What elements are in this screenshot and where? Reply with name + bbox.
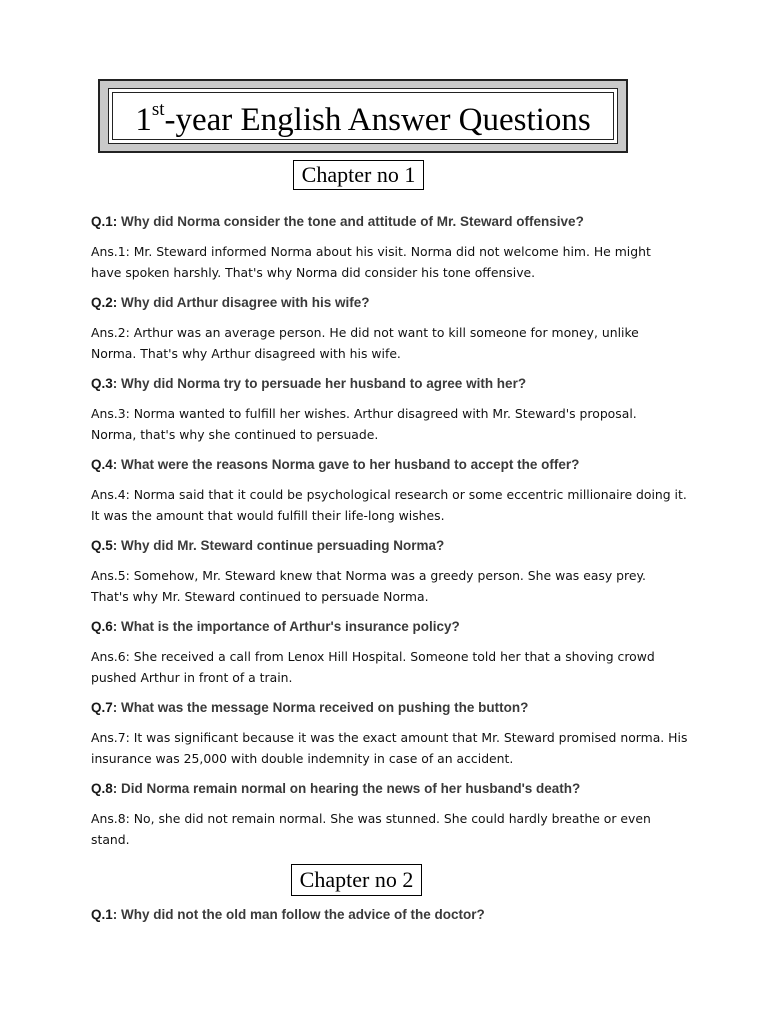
question-3 xyxy=(91,374,691,394)
answer-line: Somehow, Mr. Steward knew that Norma was a greedy person. She was easy prey. xyxy=(129,568,646,583)
qa-item-3 xyxy=(91,374,691,445)
question-text: Why did Arthur disagree with his wife? xyxy=(117,295,370,310)
answer-line: stand. xyxy=(91,831,130,847)
question-number: Q.1 xyxy=(91,907,113,922)
chapter-2-question-1 xyxy=(91,905,485,925)
question-text: : What were the reasons Norma gave to her husband to accept the offer? xyxy=(112,457,580,472)
answer-number: Ans.7: xyxy=(91,730,130,745)
answer-line: She received a call from Lenox Hill Hospital. Someone told her that a shoving crowd xyxy=(129,649,655,664)
qa-item-8 xyxy=(91,779,691,850)
question-7 xyxy=(91,698,691,718)
question-text: : Why did Norma try to persuade her husband to agree with her? xyxy=(112,376,527,391)
question-2 xyxy=(91,293,691,313)
answer-line: No, she did not remain normal. She was stunned. She could hardly breathe or even xyxy=(129,811,651,826)
answer-4 xyxy=(91,485,691,526)
answer-line: Norma, that's why she continued to persuade. xyxy=(91,426,379,442)
question-number: Q.8 xyxy=(91,781,113,796)
question-number: Q.5 xyxy=(91,538,113,553)
answer-3 xyxy=(91,404,691,445)
answer-line: That's why Mr. Steward continued to persuade Norma. xyxy=(91,588,429,604)
answer-line: Mr. Steward informed Norma about his visit. Norma did not welcome him. He might xyxy=(129,244,651,259)
title-inner-border xyxy=(108,88,618,144)
answer-number: Ans.1: xyxy=(91,244,130,259)
question-number: Q.2: xyxy=(91,295,118,310)
answer-6 xyxy=(91,647,691,688)
answer-line: It was the amount that would fulfill their life-long wishes. xyxy=(91,507,445,523)
title-text-rest: -year English Answer Questions xyxy=(164,102,591,138)
qa-item-7 xyxy=(91,698,691,769)
answer-8 xyxy=(91,809,691,850)
answer-line: It was significant because it was the exact amount that Mr. Steward promised norma. His xyxy=(129,730,688,745)
answer-5 xyxy=(91,566,691,607)
qa-item-2 xyxy=(91,293,691,364)
answer-line: Norma. That's why Arthur disagreed with his wife. xyxy=(91,345,401,361)
answer-line: Arthur was an average person. He did not want to kill someone for money, unlike xyxy=(129,325,639,340)
question-6 xyxy=(91,617,691,637)
question-number: Q.6 xyxy=(91,619,113,634)
question-1 xyxy=(91,212,691,232)
answer-7 xyxy=(91,728,691,769)
qa-item-5 xyxy=(91,536,691,607)
question-8 xyxy=(91,779,691,799)
chapter-1-heading: Chapter no 1 xyxy=(293,160,424,190)
answer-line: have spoken harshly. That's why Norma did consider his tone offensive. xyxy=(91,264,536,280)
question-number: Q.7 xyxy=(91,700,113,715)
question-text: : Why did not the old man follow the advice of the doctor? xyxy=(112,907,485,922)
answer-number: Ans.5: xyxy=(91,568,130,583)
title-frame xyxy=(98,79,628,153)
question-text: : Did Norma remain normal on hearing the news of her husband's death? xyxy=(112,781,581,796)
answer-number: Ans.4: xyxy=(91,487,130,502)
question-5 xyxy=(91,536,691,556)
title-superscript: st xyxy=(151,99,165,120)
question-number: Q.3 xyxy=(91,376,113,391)
qa-item-4 xyxy=(91,455,691,526)
qa-item-6 xyxy=(91,617,691,688)
qa-item-1 xyxy=(91,212,691,283)
answer-number: Ans.6: xyxy=(91,649,130,664)
answer-line: insurance was 25,000 with double indemnity in case of an accident. xyxy=(91,750,514,766)
question-text: : What was the message Norma received on pushing the button? xyxy=(112,700,529,715)
question-number: Q.4 xyxy=(91,457,113,472)
answer-number: Ans.3: xyxy=(91,406,130,421)
question-text: Why did Norma consider the tone and attitude of Mr. Steward offensive? xyxy=(117,214,584,229)
answer-2 xyxy=(91,323,691,364)
answer-line: Norma wanted to fulfill her wishes. Arthur disagreed with Mr. Steward's proposal. xyxy=(129,406,637,421)
question-4 xyxy=(91,455,691,475)
title-number: 1 xyxy=(135,102,152,138)
chapter-2-heading: Chapter no 2 xyxy=(291,864,422,896)
answer-number: Ans.8: xyxy=(91,811,130,826)
chapter-1-content xyxy=(91,212,691,850)
answer-line: Norma said that it could be psychological research or some eccentric millionaire doing it. xyxy=(129,487,687,502)
question-text: : What is the importance of Arthur's insurance policy? xyxy=(112,619,460,634)
question-text: : Why did Mr. Steward continue persuading Norma? xyxy=(112,538,445,553)
page-title xyxy=(109,101,617,139)
answer-1 xyxy=(91,242,691,283)
answer-line: pushed Arthur in front of a train. xyxy=(91,669,293,685)
question-number: Q.1: xyxy=(91,214,118,229)
answer-number: Ans.2: xyxy=(91,325,130,340)
